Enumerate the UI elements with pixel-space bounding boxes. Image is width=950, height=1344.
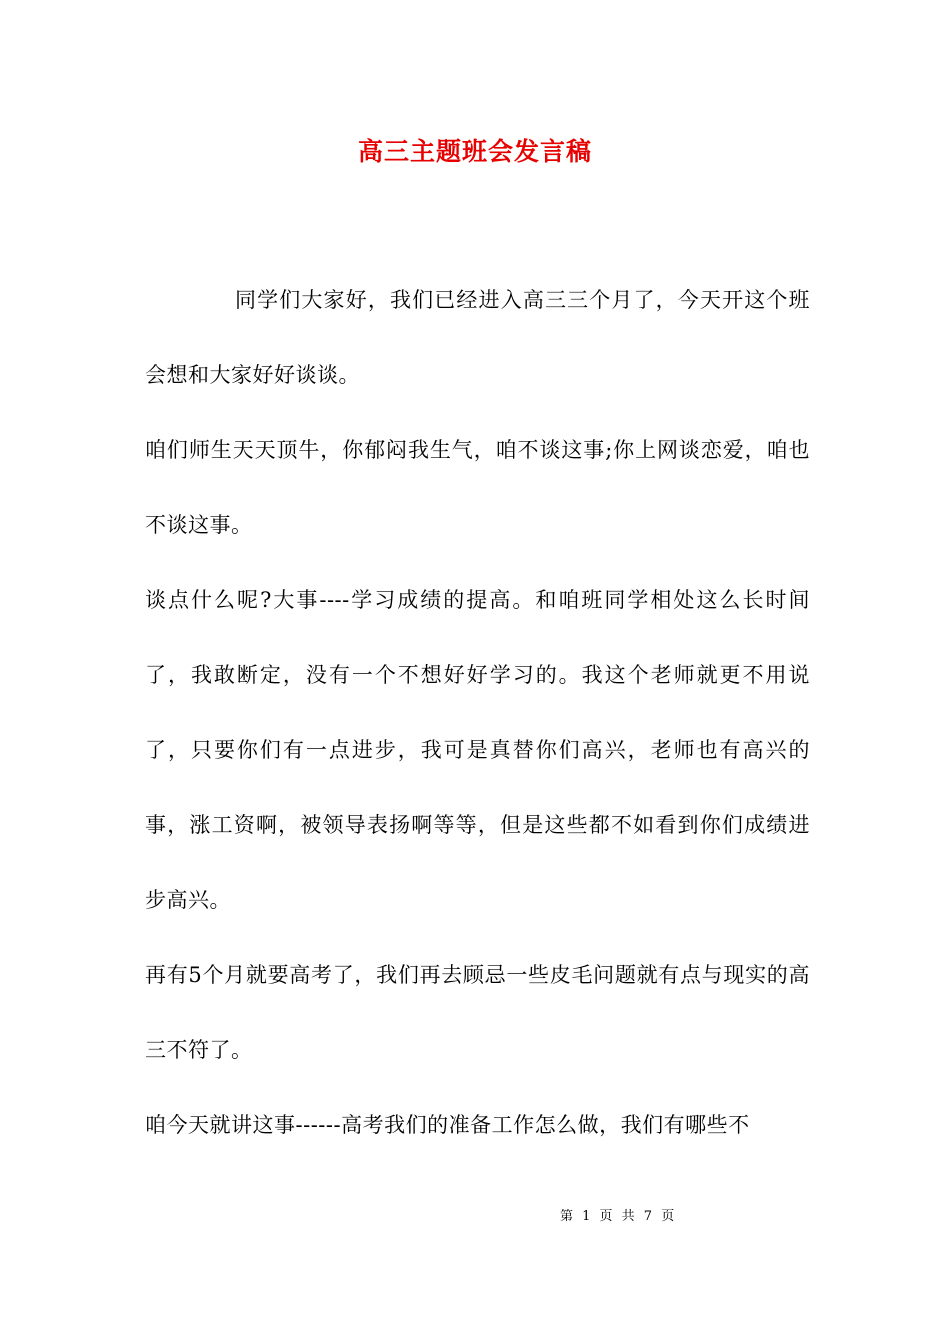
paragraph-2: 咱们师生天天顶牛，你郁闷我生气，咱不谈这事;你上网谈恋爱，咱也不谈这事。: [145, 438, 810, 537]
page-footer: 第 1 页 共 7 页: [560, 1209, 676, 1224]
paragraph-1: 同学们大家好，我们已经进入高三三个月了，今天开这个班会想和大家好好谈谈。: [145, 288, 810, 387]
document-title: 高三主题班会发言稿: [357, 137, 592, 166]
paragraph-5: 咱今天就讲这事------高考我们的准备工作怎么做，我们有哪些不: [145, 1113, 750, 1137]
document-body: [145, 263, 810, 1163]
paragraph-4: 再有5个月就要高考了，我们再去顾忌一些皮毛问题就有点与现实的高三不符了。: [145, 963, 810, 1062]
paragraph-3: 谈点什么呢?大事----学习成绩的提高。和咱班同学相处这么长时间了，我敢断定，没有一个不想好好学习的。我这个老师就更不用说了，只要你们有一点进步，我可是真替你们高兴，老师也有高兴的事，涨工资啊，被领导表扬啊等等，但是这些都不如看到你们成绩进步高兴。: [145, 588, 810, 912]
